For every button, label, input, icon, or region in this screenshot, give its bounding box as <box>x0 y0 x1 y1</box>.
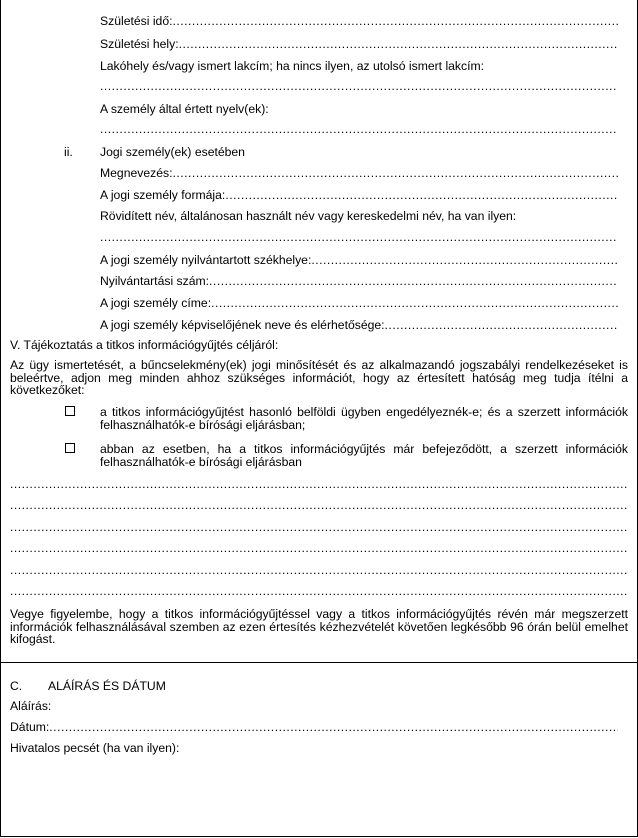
representative-row <box>100 318 618 332</box>
seat-label: A jogi személy nyilvántartott székhelye: <box>100 253 312 267</box>
legal-heading: Jogi személy(ek) esetében <box>100 145 245 159</box>
option-2-checkbox[interactable] <box>65 443 75 453</box>
language-label: A személy által értett nyelv(ek): <box>100 102 269 116</box>
address-field[interactable] <box>100 79 618 95</box>
signature-label: Aláírás: <box>10 699 52 713</box>
objection-notice: Vegye figyelembe, hogy a titkos információgyűjtéssel vagy a titkos információgyűjtés révén már megszerzett információk felhasználásával szemben az ezen értesítés kézhezvételét követően legkésőbb 96 órán belül emelhet kifogást. <box>10 607 628 646</box>
legal-address-row <box>100 296 618 310</box>
section-v-intro: Az ügy ismertetését, a bűncselekmény(ek) jogi minősítését és az alkalmazandó jogszabályi rendelkezéseket is beleértve, adjon meg minden ahhoz szükséges információt, hogy az értesített hatóság meg tudja ítélni a következőket: <box>10 358 628 397</box>
info-line-1[interactable] <box>10 477 628 493</box>
legal-form-row <box>100 188 618 202</box>
section-c-letter: C. <box>10 679 23 693</box>
legal-form-field[interactable] <box>225 188 618 202</box>
birth-place-field[interactable] <box>179 37 618 51</box>
info-line-5[interactable] <box>10 563 628 579</box>
legal-name-field[interactable] <box>173 166 619 180</box>
date-label: Dátum: <box>10 720 50 734</box>
section-v-heading: V. Tájékoztatás a titkos információgyűjtés céljáról: <box>10 338 279 352</box>
representative-label: A jogi személy képviselőjének neve és elérhetősége: <box>100 318 385 332</box>
option-2-text: abban az esetben, ha a titkos információgyűjtés már befejeződött, a szerzett információk felhasználhatók-e bírósági eljárásban <box>100 442 628 469</box>
reg-number-field[interactable] <box>209 274 618 288</box>
option-1-text: a titkos információgyűjtést hasonló belföldi ügyben engedélyeznék-e; és a szerzett információk felhasználhatók-e bírósági eljárásban; <box>100 405 628 432</box>
section-b-box <box>1 0 637 663</box>
address-label: Lakóhely és/vagy ismert lakcím; ha nincs ilyen, az utolsó ismert lakcím: <box>100 59 485 73</box>
legal-address-field[interactable] <box>211 296 618 310</box>
option-1-checkbox[interactable] <box>65 406 75 416</box>
info-line-4[interactable] <box>10 541 628 557</box>
birth-date-label: Születési idő: <box>100 14 173 28</box>
birth-date-field[interactable] <box>173 14 619 28</box>
date-field[interactable] <box>49 720 618 734</box>
short-name-label: Rövidített név, általánosan használt név vagy kereskedelmi név, ha van ilyen: <box>100 209 517 223</box>
seat-field[interactable] <box>311 253 618 267</box>
legal-form-label: A jogi személy formája: <box>100 188 226 202</box>
info-line-2[interactable] <box>10 498 628 514</box>
stamp-label: Hivatalos pecsét (ha van ilyen): <box>10 741 180 755</box>
representative-field[interactable] <box>385 318 618 332</box>
legal-name-label: Megnevezés: <box>100 166 173 180</box>
birth-date-row <box>100 14 618 28</box>
legal-name-row <box>100 166 618 180</box>
info-line-6[interactable] <box>10 584 628 600</box>
legal-address-label: A jogi személy címe: <box>100 296 212 310</box>
language-field[interactable] <box>100 122 618 138</box>
info-line-3[interactable] <box>10 520 628 536</box>
short-name-field[interactable] <box>100 230 618 246</box>
legal-number: ii. <box>64 145 73 159</box>
reg-number-row <box>100 274 618 288</box>
birth-place-label: Születési hely: <box>100 37 179 51</box>
section-c-heading: ALÁÍRÁS ÉS DÁTUM <box>48 679 166 693</box>
reg-number-label: Nyilvántartási szám: <box>100 274 210 288</box>
birth-place-row <box>100 37 618 51</box>
date-row <box>10 720 618 734</box>
seat-row <box>100 253 618 267</box>
